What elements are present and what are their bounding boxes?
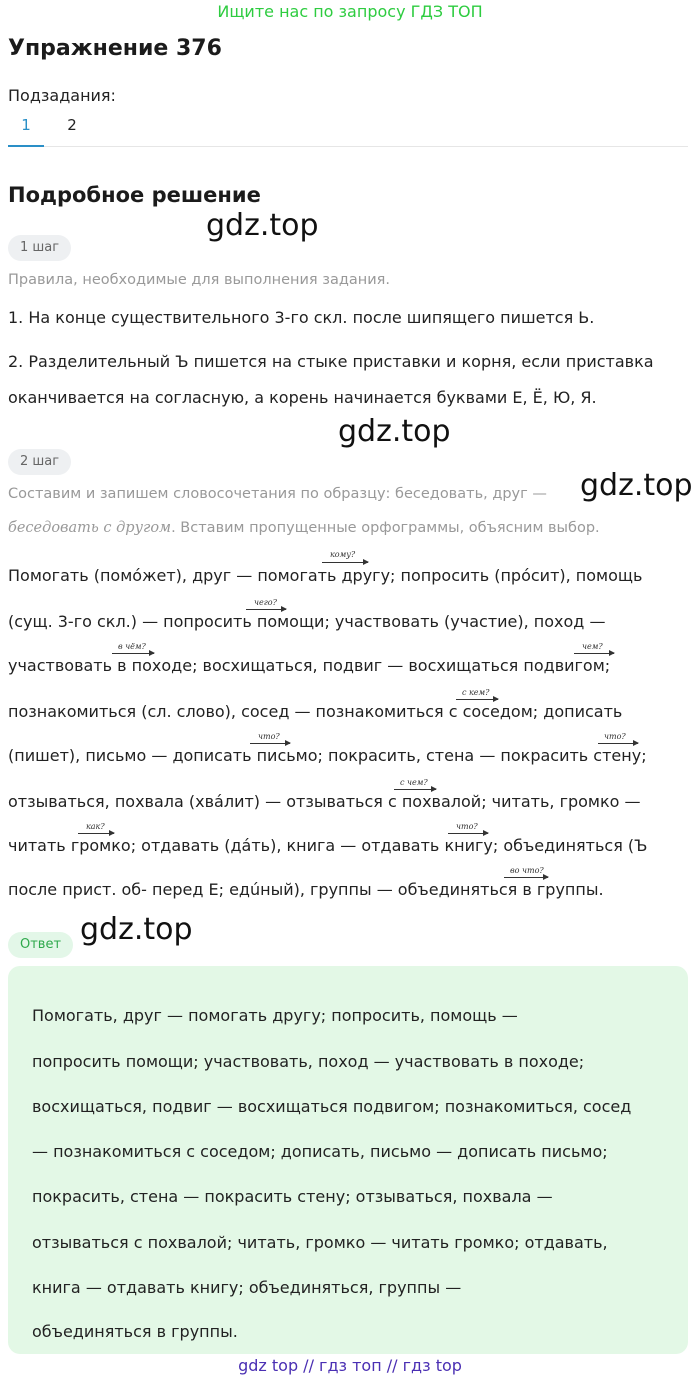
arrow: [246, 609, 286, 610]
arrow: [574, 653, 614, 654]
answer-line: объединяться в группы.: [32, 1322, 238, 1341]
arrow: [322, 562, 368, 563]
answer-line: Помогать, друг — помогать другу; попросить, помощь —: [32, 1006, 518, 1025]
question-mark: что?: [258, 732, 280, 741]
solution-line: отзываться, похвала (хвáлит) — отзываться с похвалой; читать, громко —: [8, 792, 641, 811]
arrow: [504, 877, 548, 878]
answer-line: покрасить, стена — покрасить стену; отзываться, похвала —: [32, 1187, 553, 1206]
step-intro-example: [8, 520, 600, 536]
question-mark: что?: [456, 822, 478, 831]
subtasks-label: Подзадания:: [8, 86, 116, 105]
solution-line: познакомиться (сл. слово), сосед — познакомиться с соседом; дописать: [8, 702, 623, 721]
step-intro: Правила, необходимые для выполнения задания.: [8, 272, 390, 288]
arrow: [456, 699, 498, 700]
watermark: gdz.top: [80, 912, 193, 947]
answer-line: книга — отдавать книгу; объединяться, группы —: [32, 1278, 462, 1297]
footer-links[interactable]: gdz top // гдз топ // гдз top: [238, 1356, 462, 1375]
solution-line: читать громко; отдавать (дáть), книга — отдавать книгу; объединяться (Ъ: [8, 836, 648, 855]
example-phrase: беседовать с другом: [8, 520, 172, 536]
question-mark: во что?: [510, 866, 544, 875]
arrow: [598, 743, 638, 744]
tab-2[interactable]: 2: [67, 116, 77, 134]
question-mark: кому?: [330, 550, 356, 559]
arrow: [78, 833, 114, 834]
answer-line: отзываться с похвалой; читать, громко — читать громко; отдавать,: [32, 1233, 608, 1252]
arrow: [112, 653, 154, 654]
question-mark: что?: [604, 732, 626, 741]
answer-badge: Ответ: [8, 932, 73, 958]
example-rest: . Вставим пропущенные орфограммы, объясним выбор.: [171, 520, 600, 536]
page-title: Упражнение 376: [8, 36, 222, 61]
answer-line: — познакомиться с соседом; дописать, письмо — дописать письмо;: [32, 1142, 608, 1161]
arrow: [394, 789, 436, 790]
answer-line: попросить помощи; участвовать, поход — участвовать в походе;: [32, 1052, 585, 1071]
question-mark: с чем?: [400, 778, 428, 787]
solution-line: (пишет), письмо — дописать письмо; покрасить, стена — покрасить стену;: [8, 746, 647, 765]
watermark: gdz.top: [580, 468, 693, 503]
subtask-tabs: [8, 116, 688, 147]
watermark: gdz.top: [338, 414, 451, 449]
step-badge: 1 шаг: [8, 235, 71, 261]
watermark: gdz.top: [206, 208, 319, 243]
question-mark: с кем?: [462, 688, 490, 697]
tab-1[interactable]: 1: [8, 116, 44, 147]
solution-line: Помогать (помóжет), друг — помогать другу; попросить (прóсит), помощь: [8, 566, 643, 585]
answer-line: восхищаться, подвиг — восхищаться подвигом; познакомиться, сосед: [32, 1097, 632, 1116]
promo-banner[interactable]: Ищите нас по запросу ГДЗ ТОП: [217, 2, 483, 21]
section-title: Подробное решение: [8, 183, 261, 207]
arrow: [250, 743, 290, 744]
step-badge: 2 шаг: [8, 449, 71, 475]
rule-2: 2. Разделительный Ъ пишется на стыке приставки и корня, если приставка оканчивается на согласную, а корень начинается буквами Е, Ё, Ю, Я.: [8, 352, 654, 407]
question-mark: чем?: [582, 642, 603, 651]
question-mark: в чём?: [118, 642, 146, 651]
step-intro: Составим и запишем словосочетания по образцу: беседовать, друг —: [8, 486, 547, 502]
solution-line: после прист. об- перед Е; едúный), группы — объединяться в группы.: [8, 880, 604, 899]
question-mark: чего?: [254, 598, 277, 607]
question-mark: как?: [86, 822, 105, 831]
solution-line: (сущ. 3-го скл.) — попросить помощи; участвовать (участие), поход —: [8, 612, 606, 631]
arrow: [448, 833, 488, 834]
solution-line: участвовать в походе; восхищаться, подвиг — восхищаться подвигом;: [8, 656, 611, 675]
rule-1: 1. На конце существительного 3-го скл. после шипящего пишется Ь.: [8, 308, 595, 327]
